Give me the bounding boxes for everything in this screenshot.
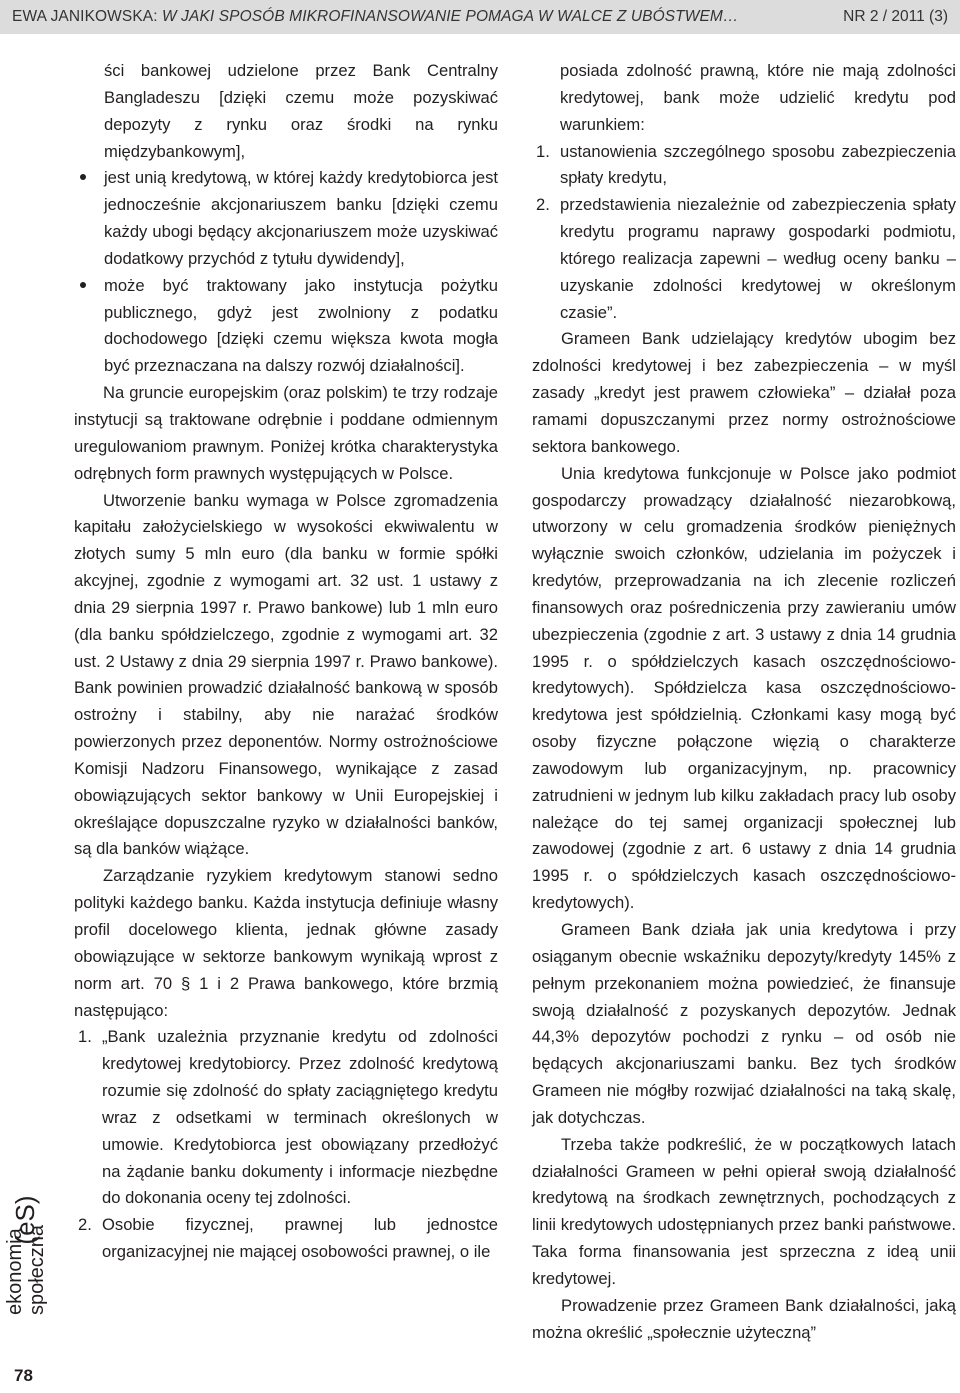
item-text: Osobie fizycznej, prawnej lub jednostce organizacyjnej nie mającej osobowości prawnej, o ile <box>102 1215 498 1262</box>
item-number: 1. <box>536 141 550 161</box>
item-number: 1. <box>78 1027 92 1047</box>
right-intro: posiada zdolność prawną, które nie mają zdolności kredytowej, bank może udzielić kredytu pod warunkiem: <box>560 61 956 134</box>
bullet-item <box>74 165 498 272</box>
numbered-item <box>74 1024 498 1212</box>
brand-line-2: społeczna <box>26 1224 48 1316</box>
bullet-text: jest unią kredytową, w której każdy kredytobiorca jest jednocześnie akcjonariuszem banku [dzięki czemu każdy ubogi będący akcjonariuszem może uzyskiwać dodatkowy przychód z tytułu dywidendy], <box>104 168 498 268</box>
item-number: 2. <box>78 1215 92 1235</box>
running-header <box>0 0 960 34</box>
numbered-item <box>532 192 956 326</box>
bullet-icon <box>80 174 86 180</box>
paragraph: Zarządzanie ryzykiem kredytowym stanowi sedno polityki każdego banku. Każda instytucja definiuje własny profil docelowego klienta, jednak główne zasady obowiązujące w sektorze bankowym wynikają wprost z norm art. 70 § 1 i 2 Prawa bankowego, które brzmią następująco: <box>74 866 498 1020</box>
bullet-icon <box>80 282 86 288</box>
numbered-item <box>74 1212 498 1266</box>
right-column <box>532 58 956 1347</box>
paragraph: Utworzenie banku wymaga w Polsce zgromadzenia kapitału założycielskiego w wysokości ekwiwalentu w złotych sumy 5 mln euro (dla banku w formie spółki akcyjnej, zgodnie z wymogami art. 32 ust. 1 ustawy z dnia 29 sierpnia 1997 r. Prawo bankowe) lub 1 mln euro (dla banku spółdzielczego, zgodnie z wymogami art. 32 ust. 2 Ustawy z dnia 29 sierpnia 1997 r. Prawo bankowe). Bank powinien prowadzić działalność bankową w sposób ostrożny i stabilny, aby nie narażać środków powierzonych przez deponentów. Normy ostrożnościowe Komisji Nadzoru Finansowego, wynikające z zasad obowiązujących sektor bankowy w Unii Europejskiej i określające dopuszczalne ryzyko w działalności banków, są dla banków wiążące. <box>74 490 498 859</box>
paragraph: Grameen Bank działa jak unia kredytowa i przy osiąganym obecnie wskaźniku depozyty/kredyty 145% z pełnym przekonaniem można powiedzieć, że finansuje swoją działalność z pozyskanych depozytów. Jednak 44,3% depozytów pochodzi z rynku – od osób nie będących akcjonariuszami banku. Bez tych środków Grameen nie mógłby rozwijać działalności na taką skalę, jak dotychczas. <box>532 920 956 1127</box>
paragraph: Trzeba także podkreślić, że w początkowych latach działalności Grameen w pełni opierał swoją działalność kredytową na środkach zewnętrznych, pochodzących z linii kredytowych udostępnianych przez banki państwowe. Taka forma finansowania jest sprzeczna z ideą unii kredytowej. <box>532 1134 956 1288</box>
header-title: W JAKI SPOSÓB MIKROFINANSOWANIE POMAGA W WALCE Z UBÓSTWEM… <box>162 8 739 25</box>
header-author: EWA JANIKOWSKA: <box>12 8 163 25</box>
item-text: „Bank uzależnia przyznanie kredytu od zdolności kredytowej kredytobiorcy. Przez zdolność kredytową rozumie się zdolność do spłaty zaciągniętego kredytu wraz z odsetkami w terminach określonych w umowie. Kredytobiorca jest obowiązany przedłożyć na żądanie banku dokumenty i informacje niezbędne do dokonania oceny tej zdolności. <box>102 1027 498 1208</box>
item-text: przedstawienia niezależnie od zabezpieczenia spłaty kredytu programu naprawy gospodarki podmiotu, którego realizacja zapewni – według oceny banku – uzyskanie zdolności kredytowej w określonym czasie”. <box>560 195 956 322</box>
numbered-sublist <box>532 139 956 327</box>
paragraph: Prowadzenie przez Grameen Bank działalności, jaką można określić „społecznie użyteczną” <box>532 1295 956 1342</box>
header-issue: NR 2 / 2011 (3) <box>843 8 948 25</box>
paragraph: Na gruncie europejskim (oraz polskim) te trzy rodzaje instytucji są traktowane odrębnie i poddane odmiennym uregulowaniom prawnym. Poniżej krótka charakterystyka odrębnych form prawnych występujących w Polsce. <box>74 383 498 483</box>
bullet-list <box>74 165 498 380</box>
item-number: 2. <box>536 195 550 215</box>
left-column <box>74 58 498 1266</box>
paragraph: Unia kredytowa funkcjonuje w Polsce jako podmiot gospodarczy prowadzący działalność niezarobkową, utworzony w celu gromadzenia środków pieniężnych wyłącznie swoich członków, udzielania im pożyczek i kredytów, przeprowadzania na ich zlecenie rozliczeń finansowych oraz pośredniczenia przy zawieraniu umów ubezpieczenia (zgodnie z art. 3 ustawy z dnia 14 grudnia 1995 r. o spółdzielczych kasach oszczędnościowo-kredytowych). Spółdzielcza kasa oszczędnościowo-kredytowa jest spółdzielnią. Członkami kasy mogą być osoby fizyczne połączone więzią o charakterze zawodowym lub organizacyjnym, np. pracownicy zatrudnieni w jednym lub kilku zakładach pracy lub osoby należące do tej samej organizacji społecznej lub zawodowej (zgodnie z art. 6 ustawy z dnia 14 grudnia 1995 r. o spółdzielczych kasach oszczędnościowo-kredytowych). <box>532 463 956 913</box>
paragraph: Grameen Bank udzielający kredytów ubogim bez zdolności kredytowej i bez zabezpieczenia – w myśl zasady „kredyt jest prawem człowieka” – działał poza ramami dopuszczanymi przez normy ostrożnościowe sektora bankowego. <box>532 329 956 456</box>
brand-line-1: ekonomia <box>4 1228 26 1316</box>
brand-vertical <box>4 1225 48 1315</box>
bullet-item <box>74 273 498 380</box>
page-number: 78 <box>14 1366 33 1385</box>
header-article-title <box>12 0 739 34</box>
left-intro: ści bankowej udzielone przez Bank Centralny Bangladeszu [dzięki czemu może pozyskiwać depozyty z rynku oraz środki na rynku międzybankowym], <box>104 61 498 161</box>
numbered-list <box>74 1024 498 1266</box>
bullet-text: może być traktowany jako instytucja pożytku publicznego, gdyż jest zwolniony z podatku dochodowego [dzięki czemu większa kwota mogła być przeznaczana na dalszy rozwój działalności]. <box>104 275 498 376</box>
numbered-item <box>532 139 956 193</box>
item-text: ustanowienia szczególnego sposobu zabezpieczenia spłaty kredytu, <box>560 141 956 188</box>
es-logo-text: (eS) <box>10 1195 40 1245</box>
